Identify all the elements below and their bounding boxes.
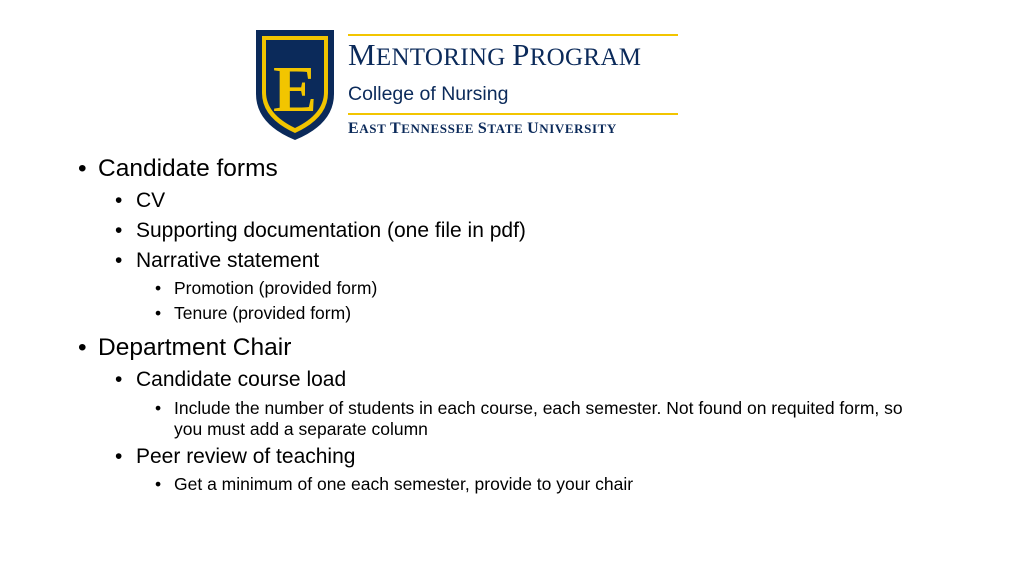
sub-bullet-item [78,472,978,497]
bullet-text: Tenure (provided form) [174,303,352,323]
bullet-text: Peer review of teaching [136,445,356,468]
bullet-text: Get a minimum of one each semester, provide to your chair [174,474,634,494]
section-heading [78,152,978,186]
shield-letter: E [272,53,318,126]
bullet-text: Narrative statement [136,249,320,272]
bullet-item [78,246,978,276]
bullet-dot-icon: • [155,398,162,418]
bullet-text: Include the number of students in each course, each semester. Not found on requited form, so you must add a separate column [174,398,903,439]
bullet-dot-icon: • [155,303,162,323]
bullet-text: Candidate course load [136,368,347,391]
sub-bullet-item [78,301,978,326]
bullet-item [78,186,978,216]
university-name: EAST TENNESSEE STATE UNIVERSITY [348,120,617,137]
etsu-shield-icon [254,28,336,142]
bullet-text: Department Chair [98,334,292,361]
program-title: MENTORING PROGRAM [348,37,642,72]
sub-bullet-item [78,276,978,301]
mentoring-program-logo [254,26,682,142]
bullet-text: Promotion (provided form) [174,278,378,298]
bullet-dot-icon: • [115,368,123,391]
bullet-text: Supporting documentation (one file in pdf) [136,219,526,242]
bullet-item [78,365,978,395]
bullet-list [78,152,978,497]
bullet-dot-icon: • [155,278,162,298]
bullet-dot-icon: • [115,189,123,212]
bullet-dot-icon: • [78,155,87,182]
section-heading [78,331,978,365]
bullet-dot-icon: • [155,474,162,494]
sub-bullet-item [78,395,934,442]
bullet-text: Candidate forms [98,155,278,182]
bullet-dot-icon: • [115,445,123,468]
bullet-item [78,442,978,472]
bullet-dot-icon: • [78,334,87,361]
bullet-dot-icon: • [115,219,123,242]
college-name: College of Nursing [348,83,509,105]
logo-text [348,26,682,139]
bullet-text: CV [136,189,166,212]
gold-rule-top [348,34,678,36]
bullet-dot-icon: • [115,249,123,272]
gold-rule-middle [348,113,678,115]
bullet-item [78,216,978,246]
